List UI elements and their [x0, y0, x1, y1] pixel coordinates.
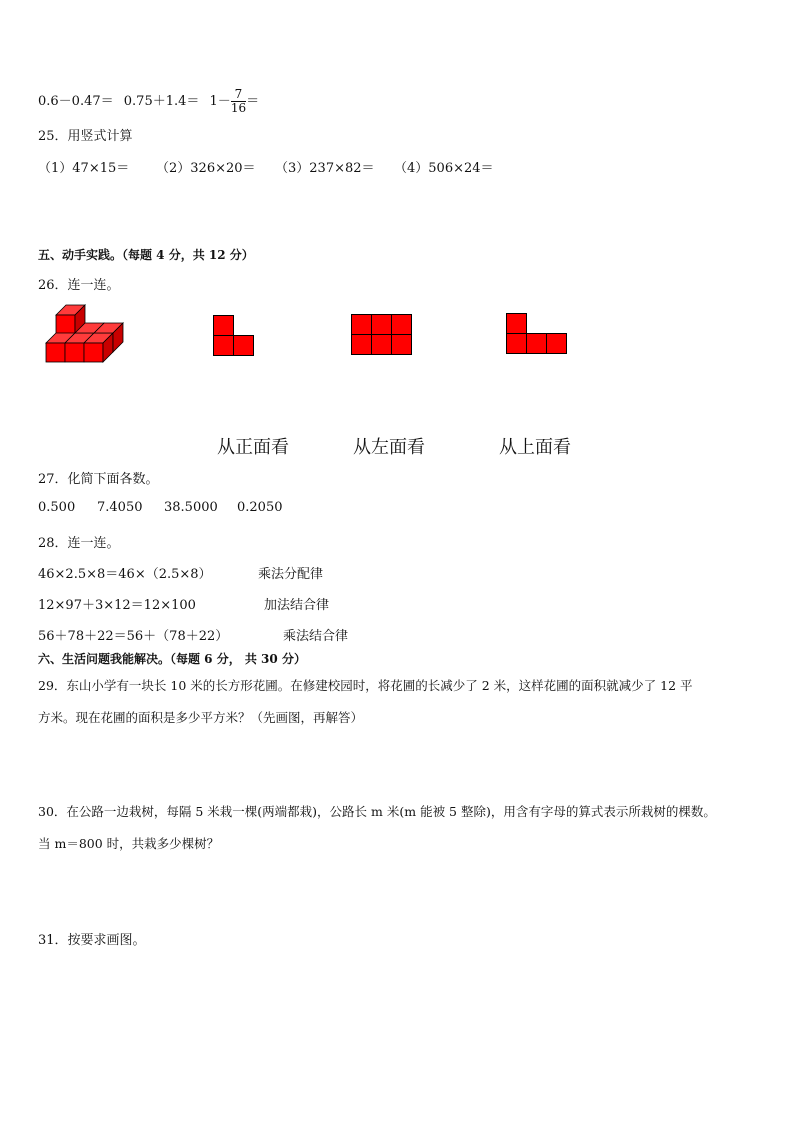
expr-3: [209, 87, 260, 115]
q27-number-4: 0.2050: [237, 500, 283, 515]
square-cell: [352, 315, 372, 335]
cube-front-face: [46, 343, 65, 362]
fraction-numerator: 7: [231, 88, 246, 102]
q28-expr-1: 46×2.5×8＝46×（2.5×8）: [38, 567, 212, 582]
view-shape-l: [213, 315, 255, 357]
view-label-front: 从正面看: [217, 437, 289, 458]
q25-item-2: （2）326×20＝: [156, 161, 256, 176]
square-cell: [507, 314, 527, 334]
q29-line-1: 29．东山小学有一块长 10 米的长方形花圃。在修建校园时，将花圃的长减少了 2 米，这样花圃的面积就减少了 12 平: [38, 678, 693, 693]
section-5-heading: 五、动手实践。（每题 4 分，共 12 分）: [38, 248, 254, 262]
cube-front-face: [56, 315, 75, 334]
q25-title: 25．用竖式计算: [38, 129, 133, 144]
q26-title: 26．连一连。: [38, 278, 120, 293]
q29-line-2: 方米。现在花圃的面积是多少平方米？（先画图，再解答）: [38, 710, 364, 725]
cube-figure-3d: [44, 300, 134, 370]
q28-law-1: 乘法分配律: [258, 567, 324, 582]
q30-line-1: 30．在公路一边栽树，每隔 5 米栽一棵(两端都栽)，公路长 m 米(m 能被 5 整除)，用含有字母的算式表示所栽树的棵数。: [38, 804, 716, 819]
view-shape-grid: [351, 314, 413, 356]
q25-item-1: （1）47×15＝: [38, 161, 130, 176]
expr-3-suffix: ＝: [246, 94, 260, 109]
square-cell: [372, 315, 392, 335]
square-cell: [372, 335, 392, 355]
q28-expr-2: 12×97＋3×12＝12×100: [38, 598, 196, 613]
q31-title: 31．按要求画图。: [38, 933, 146, 948]
q27-number-2: 7.4050: [97, 500, 143, 515]
square-cell: [352, 335, 372, 355]
q27-number-3: 38.5000: [164, 500, 218, 515]
expr-1: 0.6－0.47＝: [38, 94, 114, 109]
view-label-left: 从左面看: [353, 437, 425, 458]
q28-law-3: 乘法结合律: [283, 629, 349, 644]
square-cell: [392, 335, 412, 355]
q28-title: 28．连一连。: [38, 536, 120, 551]
square-cell: [214, 336, 234, 356]
square-cell: [547, 334, 567, 354]
q25-item-4: （4）506×24＝: [394, 161, 494, 176]
q28-expr-3: 56＋78＋22＝56＋（78＋22）: [38, 629, 229, 644]
square-cell: [214, 316, 234, 336]
q28-law-2: 加法结合律: [264, 598, 330, 613]
square-cell: [392, 315, 412, 335]
fraction-denominator: 16: [230, 101, 247, 115]
square-cell: [527, 334, 547, 354]
arith-line: [38, 88, 259, 115]
cube-front-face: [65, 343, 84, 362]
fraction: [231, 88, 246, 115]
q30-line-2: 当 m＝800 时，共栽多少棵树？: [38, 836, 220, 851]
expr-3-prefix: 1－: [209, 94, 231, 109]
cube-front-face: [84, 343, 103, 362]
q25-item-3: （3）237×82＝: [275, 161, 375, 176]
q27-number-1: 0.500: [38, 500, 76, 515]
view-shape-long-l: [506, 313, 568, 355]
view-label-top: 从上面看: [499, 437, 571, 458]
q27-title: 27．化简下面各数。: [38, 472, 159, 487]
square-cell: [234, 336, 254, 356]
expr-2: 0.75＋1.4＝: [123, 94, 200, 109]
square-cell: [507, 334, 527, 354]
section-6-heading: 六、生活问题我能解决。（每题 6 分， 共 30 分）: [38, 652, 306, 666]
